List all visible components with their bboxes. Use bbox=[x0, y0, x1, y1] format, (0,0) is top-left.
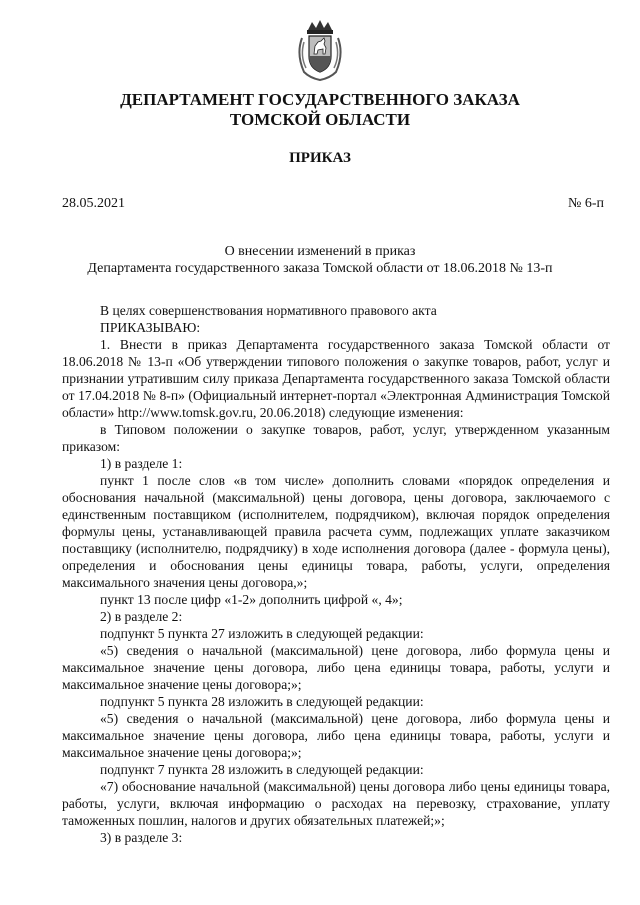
coat-of-arms-icon bbox=[296, 20, 344, 82]
org-line-2: ТОМСКОЙ ОБЛАСТИ bbox=[229, 110, 411, 129]
paragraph: подпункт 7 пункта 28 изложить в следующей редакции: bbox=[100, 762, 424, 777]
paragraph: 3) в разделе 3: bbox=[100, 830, 183, 845]
document-date: 28.05.2021 bbox=[62, 196, 125, 211]
subject-line-2: Департамента государственного заказа Томской области от 18.06.2018 № 13-п bbox=[87, 261, 553, 276]
document-body bbox=[62, 302, 610, 846]
paragraph: 1. Внести в приказ Департамента государственного заказа Томской области от 18.06.2018 № 13-п «Об утверждении типового положения о закупке товаров, работ, услуг и признании утратившим силу приказа Департамента государственного заказа Томской области от 17.04.2018 № 8-п» (Официальный интернет-портал «Электронная Администрация Томской области» http://www.tomsk.gov.ru, 20.06.2018) следующие изменения: bbox=[62, 337, 610, 420]
paragraph: «5) сведения о начальной (максимальной) цене договора, либо формула цены и максимальное значение цены договора, либо цена единицы товара, работы, услуги и максимальное значение цены договора;»; bbox=[62, 643, 610, 692]
document-type: ПРИКАЗ bbox=[289, 150, 351, 166]
paragraph: подпункт 5 пункта 28 изложить в следующей редакции: bbox=[100, 694, 424, 709]
paragraph: «7) обоснование начальной (максимальной) цены договора либо цены единицы товара, работы, услуги, включая информацию о расходах на перевозку, страхование, уплату таможенных пошлин, налогов и других обязательных платежей;»; bbox=[62, 779, 610, 828]
document-number: № 6-п bbox=[567, 196, 604, 211]
paragraph: 1) в разделе 1: bbox=[100, 456, 183, 471]
paragraph: «5) сведения о начальной (максимальной) цене договора, либо формула цены и максимальное значение цены договора, либо цена единицы товара, работы, услуги и максимальное значение цены договора;»; bbox=[62, 711, 610, 760]
paragraph: в Типовом положении о закупке товаров, работ, услуг, утвержденном указанным приказом: bbox=[62, 422, 610, 454]
organization-name bbox=[0, 90, 640, 130]
paragraph: 2) в разделе 2: bbox=[100, 609, 183, 624]
subject-line-1: О внесении изменений в приказ bbox=[224, 244, 416, 259]
paragraph: пункт 13 после цифр «1-2» дополнить цифрой «, 4»; bbox=[100, 592, 403, 607]
paragraph: пункт 1 после слов «в том числе» дополнить словами «порядок определения и обоснования начальной (максимальной) цены договора, цены договора, заключаемого с единственным поставщиком (исполнителем, подрядчиком), включая порядок определения формулы цены, устанавливающей правила расчета сумм, подлежащих уплате заказчиком поставщику (исполнителю, подрядчику) в ходе исполнения договора (далее - формула цены), определения и обоснования цены единицы товара, работы, услуги, определения максимального значения цены договора,»; bbox=[62, 473, 610, 590]
document-subject bbox=[0, 243, 640, 277]
paragraph: подпункт 5 пункта 27 изложить в следующей редакции: bbox=[100, 626, 424, 641]
org-line-1: ДЕПАРТАМЕНТ ГОСУДАРСТВЕННОГО ЗАКАЗА bbox=[120, 90, 520, 109]
paragraph: ПРИКАЗЫВАЮ: bbox=[100, 320, 201, 335]
paragraph: В целях совершенствования нормативного правового акта bbox=[100, 303, 437, 318]
